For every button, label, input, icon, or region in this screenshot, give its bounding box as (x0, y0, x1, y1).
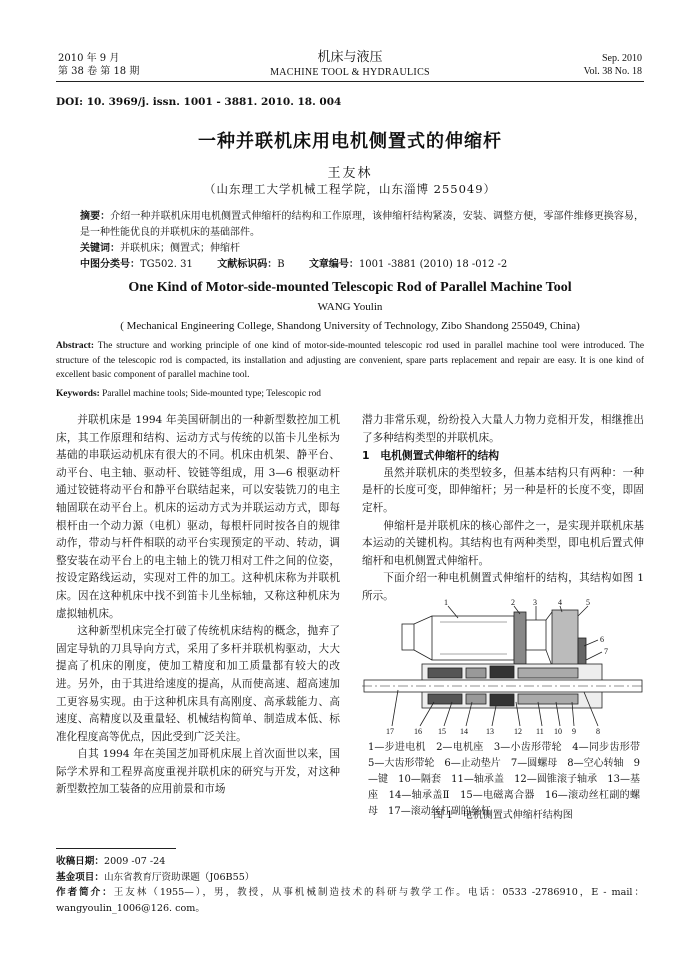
fig-label-3: 3 (533, 598, 537, 607)
fig-label-2: 2 (511, 598, 515, 607)
motor-seat (514, 612, 526, 664)
title-cn: 一种并联机床用电机侧置式的伸缩杆 (198, 131, 502, 152)
journal-name-en: MACHINE TOOL & HYDRAULICS (270, 67, 430, 78)
author-bio: 作者简介：王友林（1955—），男，教授，从事机械制造技术的科研与教学工作。电话：0533 -2786910，E - mail：wangyoulin_1006@126. com。 (56, 887, 644, 914)
fig-label-4: 4 (558, 598, 562, 607)
right-column (362, 412, 644, 606)
fig-label-1: 1 (444, 598, 448, 607)
right-para-2: 伸缩杆是并联机床的核心部件之一，是实现并联机床基本运动的关键机构。其结构也有两种类型，即电机后置式伸缩杆和电机侧置式伸缩杆。 (362, 519, 644, 567)
keywords-cn-text: 并联机床；侧置式；伸缩杆 (120, 243, 240, 254)
abstract-cn-text: 介绍一种并联机床用电机侧置式伸缩杆的结构和工作原理，该伸缩杆结构紧凑，安装、调整方便，零部件维修更换容易，是一种性能优良的并联机床的基础部件。 (80, 211, 644, 238)
fig-label-5: 5 (586, 598, 590, 607)
clc-value: TG502. 31 (140, 259, 193, 270)
left-column (56, 412, 340, 799)
right-para-1: 虽然并联机床的类型较多，但基本结构只有两种：一种是杆的长度可变，即伸缩杆；另一种是杆的长度不变，即固定杆。 (362, 466, 644, 514)
right-para-continued: 潜力非常乐观，纷纷投入大量人力物力竞相开发，相继推出了多种结构类型的并联机床。 (362, 414, 644, 444)
journal-name-cn: 机床与液压 (317, 50, 383, 65)
header-rule (56, 81, 644, 82)
author-cn: 王友林 (327, 166, 373, 181)
stepper-motor (432, 616, 514, 660)
title-en: One Kind of Motor-side-mounted Telescopic Rod of Parallel Machine Tool (128, 280, 572, 295)
keywords-en (56, 387, 321, 402)
left-para-1: 并联机床是 1994 年美国研制出的一种新型数控加工机床，其工作原理和结构、运动方式与传统的以笛卡儿坐标为基础的串联运动机床有很大的不同。机床由机架、静平台、动平台、电主轴、驱动杆、铰链等组成，用 3—6 根驱动杆通过铰链将动平台和静平台联结起来，可以安装铣刀的电主轴固联在动平台上。机床的运动方式为并联运动方式，即每根杆由一个动力源（电机）驱动，每根杆同时按各自的规律动作，带动与杆件相联的动平台实现预定的平动、转动，调整安装在动平台上的电主轴上的铣刀相对工件之间的位姿，按设定路线运动，实现对工件的加工。这种机床称为并联机床。因在这种机床中找不到笛卡儿坐标轴，又称这种机床为虚拟轴机床。 (56, 414, 340, 620)
motor-end (402, 624, 414, 650)
spacer-lower (518, 694, 578, 704)
abstract-cn (80, 209, 644, 241)
bearing-cover (466, 668, 486, 678)
fig-label-11: 11 (536, 727, 544, 736)
affiliation-en: ( Mechanical Engineering College, Shandong University of Technology, Zibo Shandong 255049, China) (120, 320, 580, 332)
article-no-label: 文章编号： (308, 259, 359, 270)
keywords-en-label: Keywords: (56, 389, 100, 399)
fig-label-8: 8 (596, 727, 600, 736)
keywords-en-text: Parallel machine tools; Side-mounted type; Telescopic rod (102, 389, 321, 399)
figure-1-drawing (362, 598, 644, 736)
abstract-en-label: Abstract: (56, 341, 95, 351)
large-pulley (552, 610, 578, 668)
spacer (518, 668, 578, 678)
classification (80, 257, 507, 273)
fig-label-14: 14 (460, 727, 468, 736)
affiliation-cn: （山东理工大学机械工程学院，山东淄博 255049） (203, 182, 497, 196)
figure-1-legend: 1—步进电机 2—电机座 3—小齿形带轮 4—同步齿形带 5—大齿形带轮 6—止动垫片 7—圆螺母 8—空心转轴 9—键 10—隔套 11—轴承盖 12—圆锥滚子轴承 13—基座 14—轴承盖Ⅱ 15—电磁离合器 16—滚动丝杠副的螺母 17—滚动丝杠副的丝杠 (368, 742, 650, 817)
fund-project: 基金项目：山东省教育厅资助课题（J06B55） (56, 871, 255, 883)
section-1-heading: 1 电机侧置式伸缩杆的结构 (362, 449, 500, 463)
doi: DOI: 10. 3969/j. issn. 1001 - 3881. 2010. 18. 004 (56, 96, 342, 108)
doc-code-value: B (277, 259, 285, 270)
fig-label-6: 6 (600, 635, 604, 644)
fig-label-7: 7 (604, 647, 608, 656)
doc-code-label: 文献标识码： (217, 259, 278, 270)
figure-1-caption: 图 1 电机侧置式伸缩杆结构图 (433, 810, 573, 821)
fig-label-12: 12 (514, 727, 522, 736)
header-date: 2010 年 9 月 (58, 53, 120, 64)
left-para-3: 自其 1994 年在美国芝加哥机床展上首次面世以来，国际学术界和工程界高度重视并联机床的研究与开发，对这种新型数控加工装备的应用前景和市场 (56, 748, 340, 796)
right-para-3: 下面介绍一种电机侧置式伸缩杆的结构，其结构如图 1 所示。 (362, 572, 644, 602)
footnote-rule (56, 848, 176, 849)
header-right (584, 52, 642, 78)
keywords-cn-label: 关键词： (80, 243, 120, 254)
fig-label-17: 17 (386, 727, 394, 736)
header-volume: Vol. 38 No. 18 (583, 66, 642, 77)
fig-label-9: 9 (572, 727, 576, 736)
left-para-2: 这种新型机床完全打破了传统机床结构的概念，抛弃了固定导轨的刀具导向方式，采用了多杆并联机构驱动，大大提高了机床的刚度，使加工精度和加工质量都有较大的改进。另外，由于其进给速度的提高，从而使高速、超高速加工更容易实现。由于这种机床具有高刚度、高承载能力、高速度、高精度以及重量轻、机械结构简单、制造成本低、标准化程度高等优点，因此受到广泛关注。 (56, 625, 340, 743)
clc-label: 中图分类号： (80, 259, 140, 270)
taper-bearing-lower (490, 694, 514, 706)
header-date-en: Sep. 2010 (602, 53, 642, 64)
footnote (56, 854, 644, 916)
abstract-en-text: The structure and working principle of one kind of motor-side-mounted telescopic rod used in parallel machine tool were introduced. The structure of the telescopic rod is compacted, its installation and adjusting are convenient, spare parts replacement and repair are easy. It is one kind of excellent basic component of parallel machine tool. (56, 341, 644, 380)
taper-bearing (490, 666, 514, 678)
clutch-block (428, 668, 462, 678)
keywords-cn (80, 241, 240, 257)
article-no-value: 1001 -3881 (2010) 18 -012 -2 (358, 259, 508, 270)
clutch-block-lower (428, 694, 462, 704)
abstract-en (56, 339, 644, 383)
bearing-cover-lower (466, 694, 486, 704)
fig-label-13: 13 (486, 727, 494, 736)
small-pulley (526, 620, 546, 650)
fig-label-16: 16 (414, 727, 422, 736)
fig-label-10: 10 (554, 727, 562, 736)
abstract-cn-label: 摘要： (80, 211, 111, 222)
header-issue: 第 38 卷 第 18 期 (58, 66, 140, 77)
author-en: WANG Youlin (317, 301, 383, 313)
received-date: 收稿日期：2009 -07 -24 (56, 856, 166, 867)
fig-label-15: 15 (438, 727, 446, 736)
